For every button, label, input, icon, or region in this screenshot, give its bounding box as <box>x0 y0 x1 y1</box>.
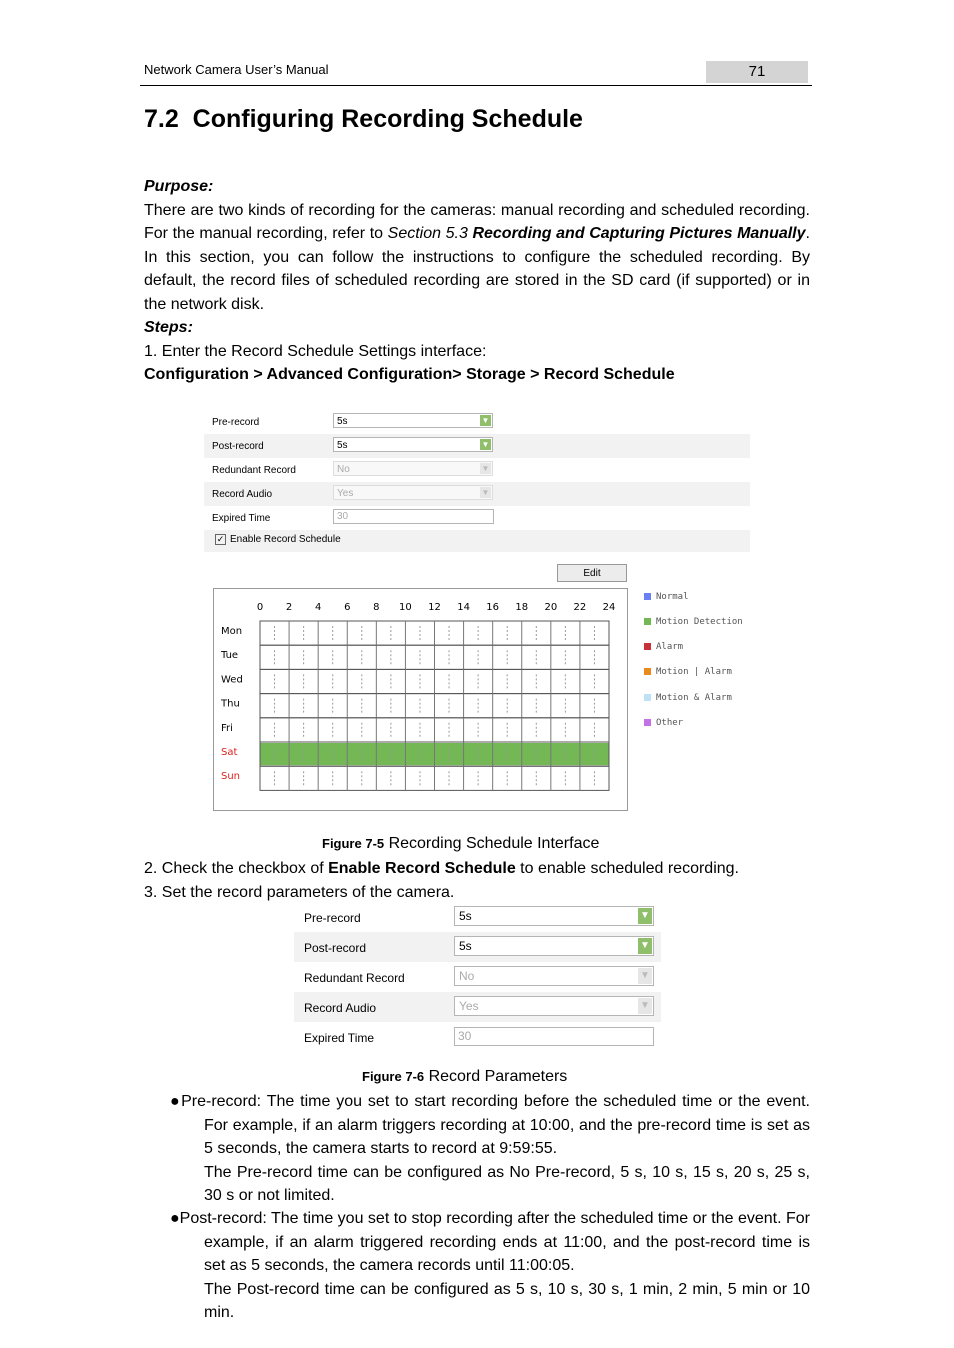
record-audio-select[interactable]: Yes ▼ <box>333 485 493 500</box>
param-pre-record-select[interactable]: 5s ▼ <box>454 906 654 926</box>
hour-tick-label: 12 <box>428 602 441 613</box>
hour-tick-label: 18 <box>515 602 529 613</box>
chevron-down-icon: ▼ <box>481 416 490 425</box>
figure-5-caption: Figure 7-5 Recording Schedule Interface <box>322 835 600 852</box>
legend-swatch <box>644 719 651 726</box>
legend-swatch <box>644 618 651 625</box>
expired-time-row: Expired Time 30 <box>204 506 750 530</box>
chevron-down-icon: ▼ <box>481 440 490 449</box>
legend-swatch <box>644 593 651 600</box>
param-expired-time-input[interactable]: 30 <box>454 1027 654 1046</box>
day-label: Wed <box>221 674 243 686</box>
schedule-grid-box <box>213 588 628 811</box>
hour-tick-label: 22 <box>573 602 587 613</box>
legend-swatch <box>644 668 651 675</box>
steps-2-3 <box>144 857 810 904</box>
purpose-text: There are two kinds of recording for the cameras: manual recording and scheduled recording. For the manual recording, refer to Section 5.3 Recording and Capturing Pictures Manually. In this section, you can follow the instructions to configure the scheduled recording. By default, the record files of scheduled recording are stored in the SD card (if supported) or in the network disk. <box>144 201 810 313</box>
day-label: Sat <box>221 747 238 758</box>
hour-tick-label: 10 <box>399 602 412 613</box>
header-rule <box>140 85 812 86</box>
hour-tick-label: 20 <box>544 602 558 613</box>
param-pre-record-row: Pre-record 5s ▼ <box>294 902 661 932</box>
param-post-record-select[interactable]: 5s ▼ <box>454 936 654 956</box>
hour-tick-label: 14 <box>457 602 470 613</box>
param-post-record-row: Post-record 5s ▼ <box>294 932 661 962</box>
chevron-down-icon: ▼ <box>481 464 490 473</box>
chevron-down-icon: ▼ <box>638 968 652 984</box>
purpose-label: Purpose: <box>144 178 214 195</box>
day-label: Sun <box>221 771 241 783</box>
hour-tick-label: 0 <box>256 602 264 613</box>
legend-item-motion: Motion Detection <box>644 617 743 627</box>
step-1: 1. Enter the Record Schedule Settings interface: <box>144 342 487 360</box>
page-number: 71 <box>706 61 808 83</box>
day-label: Tue <box>221 650 239 662</box>
param-record-audio-row: Record Audio Yes ▼ <box>294 992 661 1022</box>
day-label: Fri <box>221 722 233 734</box>
enable-schedule-checkbox[interactable]: ✓ <box>216 534 225 544</box>
param-record-audio-select[interactable]: Yes ▼ <box>454 996 654 1016</box>
pre-record-select[interactable]: 5s ▼ <box>333 413 493 428</box>
step-3: 3. Set the record parameters of the camera. <box>144 883 455 901</box>
legend-item-motion-or-alarm: Motion | Alarm <box>644 667 732 677</box>
legend-swatch <box>644 643 651 650</box>
bullet-pre-record: ●Pre-record: The time you set to start recording before the scheduled time or the event. For example, if an alarm triggers recording at 10:00, and the pre-record time is set as 5 seconds, the camera starts to record at 9:59:55. The Pre-record time can be configured as No Pre-record, 5 s, 10 s, 15 s, 20 s, 25 s, 30 s or not limited. <box>170 1093 810 1204</box>
param-redundant-record-row: Redundant Record No ▼ <box>294 962 661 992</box>
schedule-chart[interactable] <box>214 589 627 810</box>
hour-tick-label: 2 <box>285 602 293 613</box>
hour-tick-label: 4 <box>314 602 322 613</box>
legend-swatch <box>644 694 651 701</box>
enable-schedule-row <box>204 530 750 552</box>
header-title: Network Camera User’s Manual <box>144 62 329 77</box>
redundant-record-row: Redundant Record No ▼ <box>204 458 750 482</box>
bullet-post-record: ●Post-record: The time you set to stop recording after the scheduled time or the event. For example, if an alarm triggered recording ends at 11:00, and the post-record time is set as 5 seconds, the camera records until 11:00:05. The Post-record time can be configured as 5 s, 10 s, 30 s, 1 min, 2 min, 5 min or 10 min. <box>170 1210 810 1321</box>
section-number: 7.2 <box>144 105 179 133</box>
enable-schedule-label: Enable Record Schedule <box>230 534 341 546</box>
legend-item-motion-and-alarm: Motion & Alarm <box>644 693 732 703</box>
legend-item-normal: Normal <box>644 592 689 602</box>
step-2: 2. Check the checkbox of Enable Record Schedule to enable scheduled recording. <box>144 860 739 877</box>
chevron-down-icon: ▼ <box>638 908 652 924</box>
menu-path: Configuration > Advanced Configuration> Storage > Record Schedule <box>144 366 675 383</box>
hour-tick-label: 24 <box>602 602 616 613</box>
purpose-block <box>144 175 810 387</box>
post-record-row: Post-record 5s ▼ <box>204 434 750 458</box>
hour-tick-label: 8 <box>373 602 380 613</box>
record-settings-panel <box>204 410 750 552</box>
param-expired-time-row: Expired Time 30 <box>294 1022 661 1052</box>
hour-tick-label: 6 <box>344 602 351 613</box>
record-audio-row: Record Audio Yes ▼ <box>204 482 750 506</box>
legend-item-alarm: Alarm <box>644 642 683 652</box>
figure-6-caption: Figure 7-6 Record Parameters <box>362 1068 568 1085</box>
steps-label: Steps: <box>144 319 193 336</box>
section-heading <box>144 105 583 134</box>
post-record-select[interactable]: 5s ▼ <box>333 437 493 452</box>
expired-time-input[interactable]: 30 <box>333 509 494 524</box>
pre-record-row: Pre-record 5s ▼ <box>204 410 750 434</box>
chevron-down-icon: ▼ <box>481 488 490 497</box>
param-redundant-record-select[interactable]: No ▼ <box>454 966 654 986</box>
legend-item-other: Other <box>644 718 683 728</box>
hour-tick-label: 16 <box>486 602 500 613</box>
chevron-down-icon: ▼ <box>638 998 652 1014</box>
edit-button[interactable]: Edit <box>557 564 627 582</box>
chevron-down-icon: ▼ <box>638 938 652 954</box>
section-title: Configuring Recording Schedule <box>192 105 583 133</box>
day-label: Mon <box>221 626 243 637</box>
day-label: Thu <box>221 698 240 710</box>
record-parameters-panel <box>294 902 661 1052</box>
redundant-record-select[interactable]: No ▼ <box>333 461 493 476</box>
